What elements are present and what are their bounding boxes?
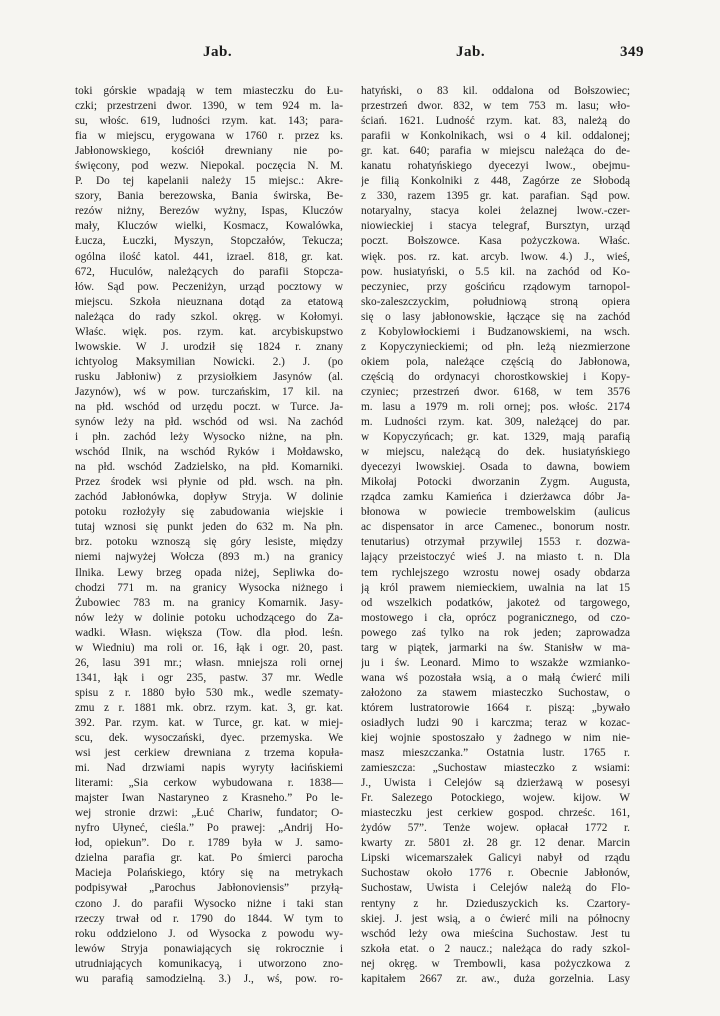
text-line: nyfro Ułyneć, cieśla.” Po prawej: „Andrij Ho- — [75, 822, 343, 835]
text-line: i płn. zachód leży Wysocko niżne, na płn. — [75, 431, 343, 444]
text-line: Przez środek wsi płynie od płd. wsch. na płn. — [75, 476, 343, 489]
text-line: mały, Kluczów wielki, Kosmacz, Kowalówka, — [75, 220, 343, 233]
text-line: wsi jest cerkiew drewniana z trzema kopuła- — [75, 747, 343, 760]
text-line: żydów 57”. Tenże wojew. opłacał 1772 r. — [361, 822, 630, 835]
text-line: którem lustratorowie 1664 r. piszą: „bywało — [361, 701, 630, 714]
text-line: Jazynów), wś w pow. turczańskim, 17 kil. na — [75, 385, 343, 398]
text-line: okiem pola, należące częścią do Jabłonowa, — [361, 355, 630, 368]
text-line: Żubowiec 783 m. na granicy Komarnik. Jasy- — [75, 596, 343, 609]
text-line: od wszelkich podatków, jakoteż od targowego, — [361, 596, 630, 609]
text-line: m. Ludności rzym. kat. 309, należącej do par. — [361, 416, 630, 429]
text-line: skiej. J. jest wsią, a o ćwierć mili na północny — [361, 912, 630, 925]
text-line: sko-zaleszczyckim, południową stroną opiera — [361, 295, 630, 308]
text-line: brz. potoku wznoszą się góry lesiste, między — [75, 536, 343, 549]
text-line: lwowskie. W J. urodził się 1824 r. znany — [75, 340, 343, 353]
text-line: lewów Stryja ponawiających się rokrocznie i — [75, 942, 343, 955]
text-line: należąca do rady szkol. okręg. w Kołomyi. — [75, 310, 343, 323]
running-head-right: Jab. — [456, 44, 486, 60]
text-line: założono za stawem miasteczko Suchostaw, o — [361, 686, 630, 699]
text-line: łod, opiekun”. Do r. 1789 była w J. samo- — [75, 837, 343, 850]
text-line: czki; przestrzeni dwor. 1390, w tem 924 m. la- — [75, 100, 343, 113]
text-line: więk. pos. rz. kat. arcyb. lwow. 4.) J., wieś, — [361, 250, 630, 263]
text-line: osiadłych ludzi 90 i karczma; teraz w kozac- — [361, 716, 630, 729]
text-line: rusku Jabłoniw) z przysiołkiem Jasynów (al. — [75, 370, 343, 383]
text-line: szory, Bania berezowska, Bania świrska, Be- — [75, 190, 343, 203]
text-line: wschód leży owa mieścina Suchostaw. Jest tu — [361, 927, 630, 940]
text-line: kwarty zr. 5801 zł. 28 gr. 12 denar. Marcin — [361, 837, 630, 850]
text-line: święcony, pod wezw. Niepokal. poczęcia N. M. — [75, 160, 343, 173]
text-line: m. lasu a 1979 m. roli ornej; pos. włośc. 2174 — [361, 400, 630, 413]
text-line: ogólna ilość katol. 441, izrael. 818, gr. kat. — [75, 250, 343, 263]
text-line: się o lasy jabłonowskie, łączące się na zachód — [361, 310, 630, 323]
text-line: masz mieszczanka.” Ostatnia lustr. 1765 r. — [361, 747, 630, 760]
text-line: tutaj wznosi się punkt jeden do 632 m. Na płn. — [75, 521, 343, 534]
text-line: ją król prawem niemieckiem, uwalnia na lat 15 — [361, 581, 630, 594]
text-line: wu parafią samodzielną. 3.) J., wś, pow. ro- — [75, 972, 343, 985]
text-line: synów leży na płd. wschód od wsi. Na zachód — [75, 416, 343, 429]
text-line: Jabłonowskiego, kościół drewniany nie po- — [75, 145, 343, 158]
text-line: 1341, łąk i ogr 235, pastw. 37 mr. Wedle — [75, 671, 343, 684]
text-line: z Kopyczynieckiemi; od płn. leżą niezmierzone — [361, 340, 630, 353]
text-line: 392. Par. rzym. kat. w Turce, gr. kat. w miej- — [75, 716, 343, 729]
text-line: Lipski wicemarszałek Galicyi nabył od rządu — [361, 852, 630, 865]
text-line: podpisywał „Parochus Jabłonoviensis” przyłą- — [75, 882, 343, 895]
text-line: J., Uwista i Celejów są dzierżawą w posesyi — [361, 777, 630, 790]
text-line: Suchostaw, Uwista i Celejów należą do Flo- — [361, 882, 630, 895]
text-line: w Wiedniu) ma roli or. 16, łąk i ogr. 20, past. — [75, 641, 343, 654]
text-line: rentyny z hr. Dzieduszyckich ks. Czartory- — [361, 897, 630, 910]
text-line: parafii w Konkolnikach, wsi o 4 kil. oddalonej; — [361, 130, 630, 143]
text-line: Suchostaw około 1776 r. Obecnie Jabłonów, — [361, 867, 630, 880]
text-line: Mikołaj Potocki dworzanin Zygm. Augusta, — [361, 476, 630, 489]
running-head-left: Jab. — [203, 44, 233, 60]
text-line: toki górskie wpadają w tem miasteczku do Łu- — [75, 85, 343, 97]
text-line: zachód Jabłonówka, dopływ Stryja. W dolinie — [75, 491, 343, 504]
page-number: 349 — [620, 44, 644, 60]
text-line: przestrzeń dwor. 832, w tem 753 m. lasu; wło- — [361, 100, 630, 113]
text-line: rzeczy trwał od r. 1790 do 1844. W tym to — [75, 912, 343, 925]
text-line: Macieja Polańskiego, który się na metrykach — [75, 867, 343, 880]
text-line: czono J. do parafii Wysocko niżne i taki stan — [75, 897, 343, 910]
text-line: wschód Ilnik, na wschód Ryków i Mołdawsko, — [75, 446, 343, 459]
text-line: je filią Konkolniki z 448, Zagórze ze Słobodą — [361, 175, 630, 188]
text-line: chodzi 771 m. na granicy Wysocka niżnego i — [75, 581, 343, 594]
text-line: rezów niżny, Berezów wyżny, Ispas, Kluczów — [75, 205, 343, 218]
text-line: scu, dek. wysoczański, dyec. przemyska. We — [75, 732, 343, 745]
text-line: zmu z r. 1881 mk. obrz. rzym. kat. 3, gr. kat. — [75, 701, 343, 714]
text-line: tenutarius) otrzymał przywilej 1553 r. dozwa- — [361, 536, 630, 549]
text-line: Ilnika. Lewy brzeg opada niżej, Sepliwka do- — [75, 566, 343, 579]
text-line: gr. kat. 640; parafia w miejscu należąca do de- — [361, 145, 630, 158]
text-line: ściań. 1621. Ludność rzym. kat. 83, należą do — [361, 115, 630, 128]
text-line: su, włośc. 619, ludności rzym. kat. 143; para- — [75, 115, 343, 128]
text-line: mostowego i cła, oprócz pogranicznego, od czo- — [361, 611, 630, 624]
text-line: nów leży w dolinie potoku uchodzącego do Za- — [75, 611, 343, 624]
text-line: literami: „Sia cerkow wybudowana r. 1838— — [75, 777, 343, 790]
text-line: miasteczku jest cerkiew gospod. chrześc. 161, — [361, 807, 630, 820]
text-line: dzielna parafia gr. kat. Po śmierci parocha — [75, 852, 343, 865]
text-line: niowieckiej i stacya telegraf, Bursztyn, urząd — [361, 220, 630, 233]
text-line: mi. Nad drzwiami napis wyryty łacińskiemi — [75, 762, 343, 775]
text-line: szkoła etat. o 2 naucz.; należąca do rady szkol- — [361, 942, 630, 955]
text-line: w miejscu, należącą do dek. husiatyńskiego — [361, 446, 630, 459]
text-line: kanatu rohatyńskiego dyecezyi lwow., obejmu- — [361, 160, 630, 173]
text-line: czyniec; przestrzeń dwor. 6168, w tem 3576 — [361, 385, 630, 398]
text-line: z Kobylowłockiemi i Budzanowskiemi, na wsch. — [361, 325, 630, 338]
text-line: fia w miejscu, erygowana w 1760 r. przez ks. — [75, 130, 343, 143]
text-line: 672, Huculów, należących do parafii Stopcza- — [75, 265, 343, 278]
text-line: pow. husiatyński, o 5.5 kil. na zachód od Ko- — [361, 265, 630, 278]
text-line: Fr. Salezego Potockiego, wojew. kijow. W — [361, 792, 630, 805]
text-line: ichtyolog Maksymilian Nowicki. 2.) J. (po — [75, 355, 343, 368]
text-line: targ w piątek, jarmarki na św. Stanisłw w ma- — [361, 641, 630, 654]
text-line: wej stronie drzwi: „Łuć Chariw, fundator; O- — [75, 807, 343, 820]
text-line: nej okręg. w Trembowli, kasa pożyczkowa z — [361, 957, 630, 970]
text-line: majster Iwan Nastaryneo z Krasneho.” Po le- — [75, 792, 343, 805]
text-line: poczt. Bołszowce. Kasa pożyczkowa. Właśc. — [361, 235, 630, 248]
text-line: kapitałem 2667 zr. aw., duża gorzelnia. Lasy — [361, 972, 630, 985]
text-line: błonowa w powiecie trembowelskim (aulicus — [361, 506, 630, 519]
text-line: wadki. Własn. większa (Tow. dla płod. leśn. — [75, 626, 343, 639]
text-line: potoku rozłożyły się zabudowania wiejskie i — [75, 506, 343, 519]
text-line: zamieszcza: „Suchostaw miasteczko z wsiami: — [361, 762, 630, 775]
text-line: lający przeistoczyć wieś J. na miasto t. n. Dla — [361, 551, 630, 564]
text-line: peczyniec, przy gościńcu rządowym tarnopol- — [361, 280, 630, 293]
text-line: łów. Sąd pow. Peczeniżyn, urząd pocztowy w — [75, 280, 343, 293]
text-line: ac dispensator in arce Camenec., bonorum nostr. — [361, 521, 630, 534]
text-line: niemi najwyżej Wołcza (893 m.) na granicy — [75, 551, 343, 564]
text-line: wana wś pozostała wsią, a o małą ćwierć mili — [361, 671, 630, 684]
text-line: roku oddzielono J. od Wysocka z powodu wy- — [75, 927, 343, 940]
text-line: powego zaś tylko na rok jeden; zaprowadza — [361, 626, 630, 639]
text-line: P. Do tej kapelanii należy 15 miejsc.: Akre- — [75, 175, 343, 188]
text-line: kiej wojnie spostoszało y żadnego w nim nie- — [361, 732, 630, 745]
text-line: dyecezyi lwowskiej. Osada to dawna, bowiem — [361, 461, 630, 474]
text-line: tem rychlejszego wzrostu nowej osady obdarza — [361, 566, 630, 579]
text-line: 26, lasu 391 mr.; własn. mniejsza roli ornej — [75, 656, 343, 669]
text-line: z 330, razem 1395 gr. kat. parafian. Sąd pow. — [361, 190, 630, 203]
text-line: ju i św. Leonard. Mimo to wszakże wzmianko- — [361, 656, 630, 669]
text-line: na płd. wschód od urzędu poczt. w Turce. Ja- — [75, 400, 343, 413]
text-line: Łucza, Łuczki, Myszyn, Stopczałów, Tekucza; — [75, 235, 343, 248]
text-line: spisu z r. 1880 było 530 mk., wedle szematy- — [75, 686, 343, 699]
text-line: częścią do ordynacyi chorostkowskiej i Kopy- — [361, 370, 630, 383]
left-text-column — [75, 84, 343, 987]
text-line: Właśc. więk. pos. rzym. kat. arcybiskupstwo — [75, 325, 343, 338]
text-line: utrudniających komunikacyą, i utworzono zno- — [75, 957, 343, 970]
text-line: notaryalny, stacya kolei żelaznej lwow.-czer- — [361, 205, 630, 218]
text-line: hatyński, o 83 kil. oddalona od Bołszowiec; — [361, 85, 630, 97]
text-line: miejscu. Szkoła nieuznana dotąd za etatową — [75, 295, 343, 308]
right-text-column — [361, 84, 630, 987]
text-line: rządca zamku Kamieńca i dzierżawca dóbr Ja- — [361, 491, 630, 504]
text-line: w Kopyczyńcach; gr. kat. 1329, mają parafią — [361, 431, 630, 444]
text-line: na płd. wschód Zadzielsko, na płd. Komarniki. — [75, 461, 343, 474]
